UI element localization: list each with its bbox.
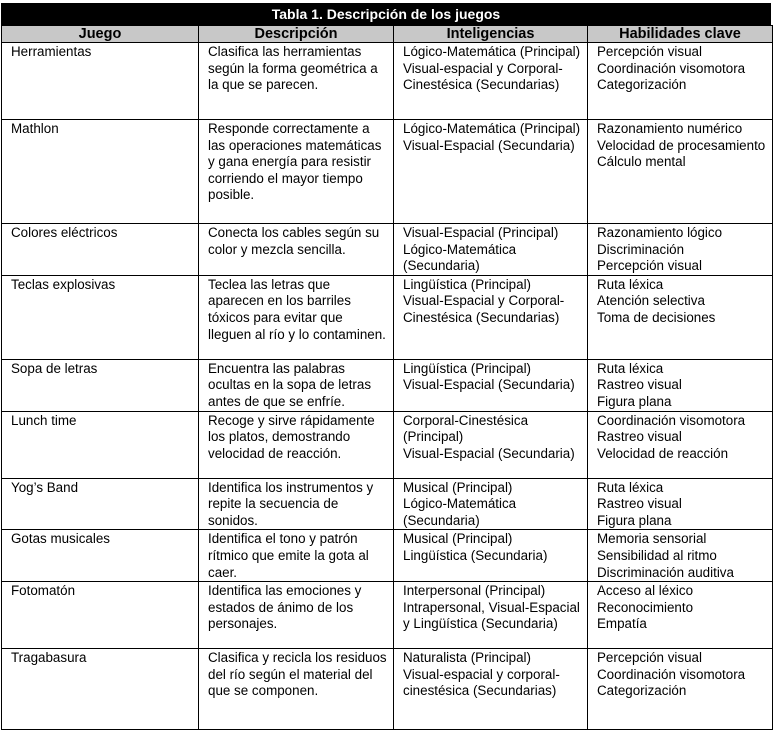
inteligencia-line: Visual-Espacial (Secundaria): [403, 137, 575, 153]
table-row: [2, 275, 773, 359]
inteligencia-line: Lógico-Matemática (Principal): [403, 121, 581, 136]
cell-habilidades: [588, 649, 773, 730]
habilidad-line: Ruta léxica: [597, 276, 664, 292]
cell-inteligencias: [394, 649, 588, 730]
cell-habilidades: [588, 43, 773, 120]
habilidad-line: Acceso al léxico: [597, 583, 694, 599]
cell-habilidades: [588, 411, 773, 478]
habilidad-line: Cálculo mental: [597, 154, 686, 170]
cell-descripcion: Conecta los cables según su color y mezcla sencilla.: [199, 224, 394, 276]
habilidad-line: Coordinación visomotora: [597, 666, 746, 682]
inteligencia-line: Naturalista (Principal): [403, 650, 531, 666]
habilidad-line: Categorización: [597, 683, 687, 699]
inteligencia-line: Corporal-Cinestésica (Principal): [403, 412, 529, 445]
table-title: Tabla 1. Descripción de los juegos: [1, 3, 771, 25]
header-habilidades: Habilidades clave: [588, 26, 773, 43]
habilidad-line: Ruta léxica: [597, 479, 664, 495]
inteligencia-line: Lógico-Matemática (Secundaria): [403, 496, 517, 528]
cell-inteligencias: [394, 582, 588, 649]
habilidad-line: Atención selectiva: [597, 293, 705, 309]
cell-descripcion: Teclea las letras que aparecen en los barriles tóxicos para evitar que lleguen al río y lo contaminen.: [199, 275, 394, 359]
table-row: [2, 120, 773, 224]
cell-juego: Gotas musicales: [2, 530, 199, 582]
cell-habilidades: [588, 224, 773, 276]
inteligencia-line: Visual-Espacial y Corporal-Cinestésica (Secundarias): [403, 293, 565, 325]
header-descripcion: Descripción: [199, 26, 394, 43]
cell-descripcion: Identifica las emociones y estados de ánimo de los personajes.: [199, 582, 394, 649]
cell-inteligencias: [394, 120, 588, 224]
cell-juego: Teclas explosivas: [2, 275, 199, 359]
cell-descripcion: Clasifica las herramientas según la forma geométrica a la que se parecen.: [199, 43, 394, 120]
inteligencia-line: Lingüística (Principal): [403, 276, 532, 292]
cell-inteligencias: [394, 275, 588, 359]
cell-inteligencias: [394, 530, 588, 582]
cell-inteligencias: [394, 478, 588, 530]
cell-habilidades: [588, 582, 773, 649]
cell-descripcion: Encuentra las palabras ocultas en la sopa de letras antes de que se enfríe.: [199, 359, 394, 411]
cell-descripcion: Identifica los instrumentos y repite la secuencia de sonidos.: [199, 478, 394, 530]
habilidad-line: Rastreo visual: [597, 429, 682, 445]
habilidad-line: Rastreo visual: [597, 496, 682, 512]
habilidad-line: Reconocimiento: [597, 599, 694, 615]
habilidad-line: Rastreo visual: [597, 377, 682, 393]
table-row: [2, 359, 773, 411]
cell-descripcion: Identifica el tono y patrón rítmico que emite la gota al caer.: [199, 530, 394, 582]
inteligencia-line: Lingüística (Principal): [403, 360, 532, 376]
games-table: [1, 25, 773, 730]
inteligencia-line: Intrapersonal, Visual-Espacial y Lingüística (Secundaria): [403, 599, 580, 632]
habilidad-line: Empatía: [597, 616, 647, 632]
inteligencia-line: Visual-espacial y corporal-cinestésica (Secundarias): [403, 666, 560, 699]
cell-habilidades: [588, 275, 773, 359]
cell-juego: Fotomatón: [2, 582, 199, 649]
cell-descripcion: Recoge y sirve rápidamente los platos, demostrando velocidad de reacción.: [199, 411, 394, 478]
cell-inteligencias: [394, 43, 588, 120]
table-row: [2, 649, 773, 730]
table-row: [2, 478, 773, 530]
cell-juego: Colores eléctricos: [2, 224, 199, 276]
cell-inteligencias: [394, 224, 588, 276]
habilidad-line: Figura plana: [597, 393, 672, 409]
inteligencia-line: Visual-Espacial (Principal): [403, 225, 559, 240]
inteligencia-line: Interpersonal (Principal): [403, 583, 546, 599]
habilidad-line: Discriminación auditiva: [597, 564, 734, 580]
cell-juego: Yog’s Band: [2, 478, 199, 530]
habilidad-line: Velocidad de procesamiento: [597, 137, 766, 153]
inteligencia-line: Musical (Principal): [403, 479, 513, 495]
cell-habilidades: [588, 530, 773, 582]
table-row: [2, 582, 773, 649]
cell-inteligencias: [394, 359, 588, 411]
habilidad-line: Toma de decisiones: [597, 309, 716, 325]
table-row: [2, 43, 773, 120]
inteligencia-line: Visual-Espacial (Secundaria): [403, 377, 575, 393]
cell-juego: Mathlon: [2, 120, 199, 224]
header-inteligencias: Inteligencias: [394, 26, 588, 43]
habilidad-line: Ruta léxica: [597, 360, 664, 376]
habilidad-line: Sensibilidad al ritmo: [597, 547, 717, 563]
inteligencia-line: Musical (Principal): [403, 531, 513, 547]
habilidad-line: Percepción visual: [597, 44, 702, 59]
habilidad-line: Percepción visual: [597, 650, 702, 666]
habilidad-line: Coordinación visomotora: [597, 60, 746, 76]
table-header-row: [2, 26, 773, 43]
habilidad-line: Categorización: [597, 77, 687, 93]
cell-habilidades: [588, 359, 773, 411]
cell-descripcion: Responde correctamente a las operaciones matemáticas y gana energía para resistir corriendo el mayor tiempo posible.: [199, 120, 394, 224]
table-body: [2, 43, 773, 730]
table-row: [2, 411, 773, 478]
cell-juego: Sopa de letras: [2, 359, 199, 411]
inteligencia-line: Visual-Espacial (Secundaria): [403, 445, 575, 461]
inteligencia-line: Lingüística (Secundaria): [403, 547, 548, 563]
habilidad-line: Discriminación: [597, 241, 685, 257]
header-juego: Juego: [2, 26, 199, 43]
inteligencia-line: Visual-espacial y Corporal-Cinestésica (Secundarias): [403, 60, 563, 93]
inteligencia-line: Lógico-Matemática (Secundaria): [403, 241, 517, 274]
cell-habilidades: [588, 120, 773, 224]
cell-juego: Tragabasura: [2, 649, 199, 730]
habilidad-line: Coordinación visomotora: [597, 412, 746, 428]
inteligencia-line: Lógico-Matemática (Principal): [403, 44, 581, 59]
table-row: [2, 530, 773, 582]
cell-juego: Herramientas: [2, 43, 199, 120]
cell-inteligencias: [394, 411, 588, 478]
habilidad-line: Memoria sensorial: [597, 531, 707, 547]
habilidad-line: Velocidad de reacción: [597, 445, 729, 461]
cell-juego: Lunch time: [2, 411, 199, 478]
habilidad-line: Figura plana: [597, 512, 672, 528]
cell-descripcion: Clasifica y recicla los residuos del río según el material del que se componen.: [199, 649, 394, 730]
table-row: [2, 224, 773, 276]
habilidad-line: Razonamiento lógico: [597, 225, 723, 240]
habilidad-line: Percepción visual: [597, 258, 702, 274]
cell-habilidades: [588, 478, 773, 530]
habilidad-line: Razonamiento numérico: [597, 121, 743, 136]
